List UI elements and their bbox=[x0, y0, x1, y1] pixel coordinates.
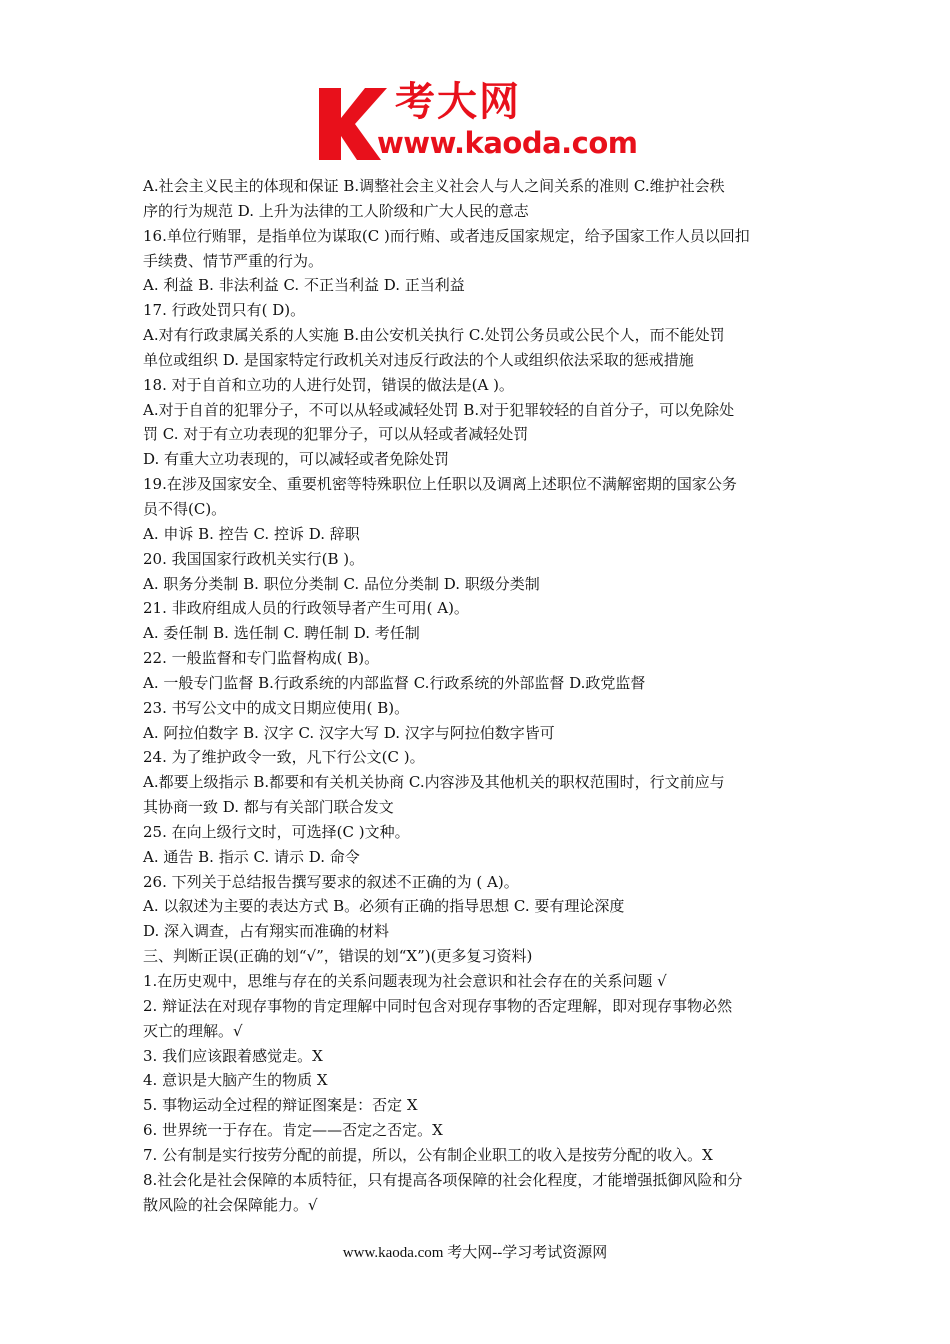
text-line: D. 有重大立功表现的，可以减轻或者免除处罚 bbox=[143, 450, 450, 469]
brand-name-cn: 考大网 bbox=[395, 79, 521, 125]
text-line: 22. 一般监督和专门监督构成( B)。 bbox=[143, 649, 380, 668]
page-footer: www.kaoda.com 考大网--学习考试资源网 bbox=[342, 1245, 608, 1261]
text-line: A. 以叙述为主要的表达方式 B。必须有正确的指导思想 C. 要有理论深度 bbox=[143, 897, 625, 916]
text-line: 7. 公有制是实行按劳分配的前提，所以，公有制企业职工的收入是按劳分配的收入。X bbox=[143, 1145, 713, 1164]
document-body bbox=[143, 174, 813, 1217]
text-line: 19.在涉及国家安全、重要机密等特殊职位上任职以及调离上述职位不满解密期的国家公务 bbox=[143, 475, 737, 494]
text-line: A.对有行政隶属关系的人实施 B.由公安机关执行 C.处罚公务员或公民个人，而不能处罚 bbox=[143, 326, 725, 345]
text-line: 散风险的社会保障能力。√ bbox=[143, 1195, 318, 1214]
text-line: 1.在历史观中，思维与存在的关系问题表现为社会意识和社会存在的关系问题 √ bbox=[143, 972, 667, 990]
text-line: 18. 对于自首和立功的人进行处罚，错误的做法是(A )。 bbox=[143, 375, 514, 394]
text-line: 25. 在向上级行文时，可选择(C )文种。 bbox=[143, 822, 410, 841]
text-line: A. 一般专门监督 B.行政系统的内部监督 C.行政系统的外部监督 D.政党监督 bbox=[143, 673, 646, 692]
text-line: 三、判断正误(正确的划“√”，错误的划“X”)(更多复习资料) bbox=[143, 947, 533, 966]
text-line: A.对于自首的犯罪分子，不可以从轻或减轻处罚 B.对于犯罪较轻的自首分子，可以免除处 bbox=[143, 400, 735, 419]
text-line: A. 委任制 B. 选任制 C. 聘任制 D. 考任制 bbox=[143, 624, 420, 643]
text-line: 4. 意识是大脑产生的物质 X bbox=[143, 1071, 328, 1090]
text-line: 21. 非政府组成人员的行政领导者产生可用( A)。 bbox=[143, 599, 469, 618]
text-line: A. 通告 B. 指示 C. 请示 D. 命令 bbox=[143, 847, 360, 866]
text-line: A.都要上级指示 B.都要和有关机关协商 C.内容涉及其他机关的职权范围时，行文前应与 bbox=[143, 773, 725, 792]
text-line: A. 申诉 B. 控告 C. 控诉 D. 辞职 bbox=[143, 524, 360, 543]
text-line: 8.社会化是社会保障的本质特征，只有提高各项保障的社会化程度，才能增强抵御风险和分 bbox=[143, 1170, 743, 1189]
text-line: 5. 事物运动全过程的辩证图案是：否定 X bbox=[143, 1096, 418, 1115]
text-line: 灭亡的理解。√ bbox=[143, 1021, 243, 1040]
text-line: 23. 书写公文中的成文日期应使用( B)。 bbox=[143, 698, 410, 717]
text-line: D. 深入调查，占有翔实而准确的材料 bbox=[143, 922, 390, 941]
text-line: 其协商一致 D. 都与有关部门联合发文 bbox=[143, 798, 394, 817]
text-line: 16.单位行贿罪，是指单位为谋取(C )而行贿、或者违反国家规定，给予国家工作人员以回扣 bbox=[143, 226, 750, 245]
brand-url: www.kaoda.com bbox=[377, 126, 638, 160]
text-line: 6. 世界统一于存在。肯定——否定之否定。X bbox=[143, 1121, 443, 1140]
text-line: 员不得(C)。 bbox=[143, 499, 227, 518]
text-line: A. 利益 B. 非法利益 C. 不正当利益 D. 正当利益 bbox=[143, 276, 465, 295]
text-line: 3. 我们应该跟着感觉走。X bbox=[143, 1046, 323, 1065]
text-line: 17. 行政处罚只有( D)。 bbox=[143, 301, 306, 320]
text-line: 20. 我国国家行政机关实行(B )。 bbox=[143, 549, 365, 568]
text-line: 手续费、情节严重的行为。 bbox=[143, 251, 324, 270]
text-line: 2. 辩证法在对现存事物的肯定理解中同时包含对现存事物的否定理解，即对现存事物必然 bbox=[143, 996, 733, 1015]
text-line: 罚 C. 对于有立功表现的犯罪分子，可以从轻或者减轻处罚 bbox=[143, 425, 529, 444]
text-line: 序的行为规范 D. 上升为法律的工人阶级和广大人民的意志 bbox=[143, 201, 529, 220]
kaoda-logo bbox=[315, 78, 645, 164]
text-line: 单位或组织 D. 是国家特定行政机关对违反行政法的个人或组织依法采取的惩戒措施 bbox=[143, 350, 694, 369]
text-line: 24. 为了维护政令一致，凡下行公文(C )。 bbox=[143, 748, 425, 767]
text-line: 26. 下列关于总结报告撰写要求的叙述不正确的为 ( A)。 bbox=[143, 872, 519, 891]
text-line: A. 职务分类制 B. 职位分类制 C. 品位分类制 D. 职级分类制 bbox=[143, 574, 540, 593]
text-line: A.社会主义民主的体现和保证 B.调整社会主义社会人与人之间关系的准则 C.维护社会秩 bbox=[143, 177, 725, 195]
text-line: A. 阿拉伯数字 B. 汉字 C. 汉字大写 D. 汉字与阿拉伯数字皆可 bbox=[143, 723, 555, 742]
